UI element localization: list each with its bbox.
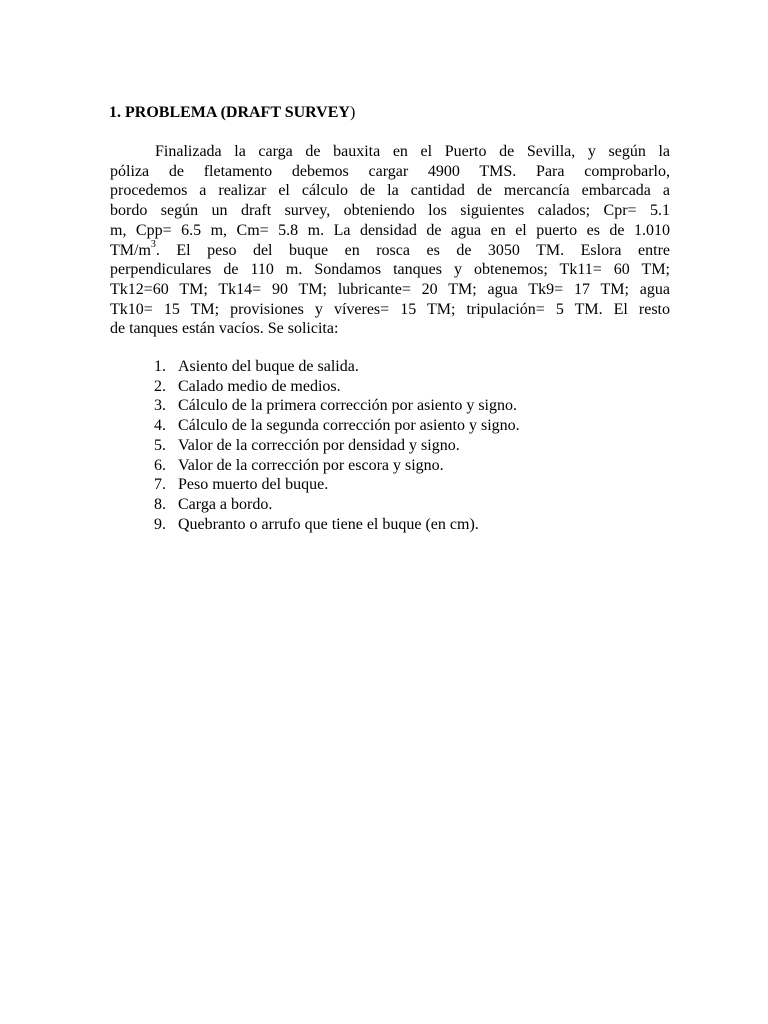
problem-heading — [109, 103, 355, 123]
question-number: 1. — [154, 358, 166, 375]
question-number: 4. — [154, 417, 166, 435]
question-text: Cálculo de la segunda corrección por asiento y signo. — [178, 417, 520, 435]
question-text: Valor de la corrección por escora y signo. — [178, 456, 444, 474]
question-number: 5. — [154, 436, 166, 454]
question-item — [154, 475, 520, 495]
statement-line-density — [110, 241, 670, 261]
problem-statement — [110, 142, 670, 339]
question-number: 3. — [154, 397, 166, 415]
statement-line: perpendiculares de 110 m. Sondamos tanques y obtenemos; Tk11= 60 TM; — [110, 261, 670, 279]
statement-line: bordo según un draft survey, obteniendo los siguientes calados; Cpr= 5.1 — [110, 202, 670, 220]
question-number: 9. — [154, 515, 166, 533]
question-text: Cálculo de la primera corrección por asiento y signo. — [178, 397, 517, 415]
question-text: Peso muerto del buque. — [178, 476, 329, 494]
statement-line: Finalizada la carga de bauxita en el Puerto de Sevilla, y según la — [155, 143, 670, 160]
question-number: 8. — [154, 495, 166, 513]
question-text: Asiento del buque de salida. — [178, 358, 359, 375]
problem-heading-close-paren: ) — [349, 104, 356, 121]
question-number: 2. — [154, 377, 166, 395]
question-item — [154, 377, 520, 397]
question-text: Valor de la corrección por densidad y signo. — [178, 436, 460, 454]
statement-line: procedemos a realizar el cálculo de la cantidad de mercancía embarcada a — [110, 182, 670, 200]
question-number: 7. — [154, 476, 166, 494]
statement-line: de tanques están vacíos. Se solicita: — [110, 320, 339, 338]
question-item — [154, 456, 520, 476]
density-unit: TM/m — [110, 241, 151, 259]
statement-line: Tk10= 15 TM; provisiones y víveres= 15 TM; tripulación= 5 TM. El resto — [110, 300, 670, 318]
question-text: Carga a bordo. — [178, 495, 273, 513]
question-item — [154, 357, 520, 377]
statement-line: m, Cpp= 6.5 m, Cm= 5.8 m. La densidad de agua en el puerto es de 1.010 — [110, 221, 670, 239]
question-text: Calado medio de medios. — [178, 377, 341, 395]
question-item — [154, 436, 520, 456]
questions-list — [154, 357, 520, 534]
problem-heading-title: 1. PROBLEMA (DRAFT SURVEY — [109, 104, 350, 121]
question-item — [154, 416, 520, 436]
density-line-rest: . El peso del buque en rosca es de 3050 TM. Eslora entre — [155, 241, 670, 259]
question-item — [154, 495, 520, 515]
density-unit-exponent: 3 — [150, 239, 156, 251]
statement-line: póliza de fletamento debemos cargar 4900 TMS. Para comprobarlo, — [110, 162, 670, 180]
question-item — [154, 396, 520, 416]
question-number: 6. — [154, 456, 166, 474]
question-text: Quebranto o arrufo que tiene el buque (en cm). — [178, 515, 479, 533]
statement-line: Tk12=60 TM; Tk14= 90 TM; lubricante= 20 TM; agua Tk9= 17 TM; agua — [110, 280, 670, 298]
question-item — [154, 515, 520, 535]
